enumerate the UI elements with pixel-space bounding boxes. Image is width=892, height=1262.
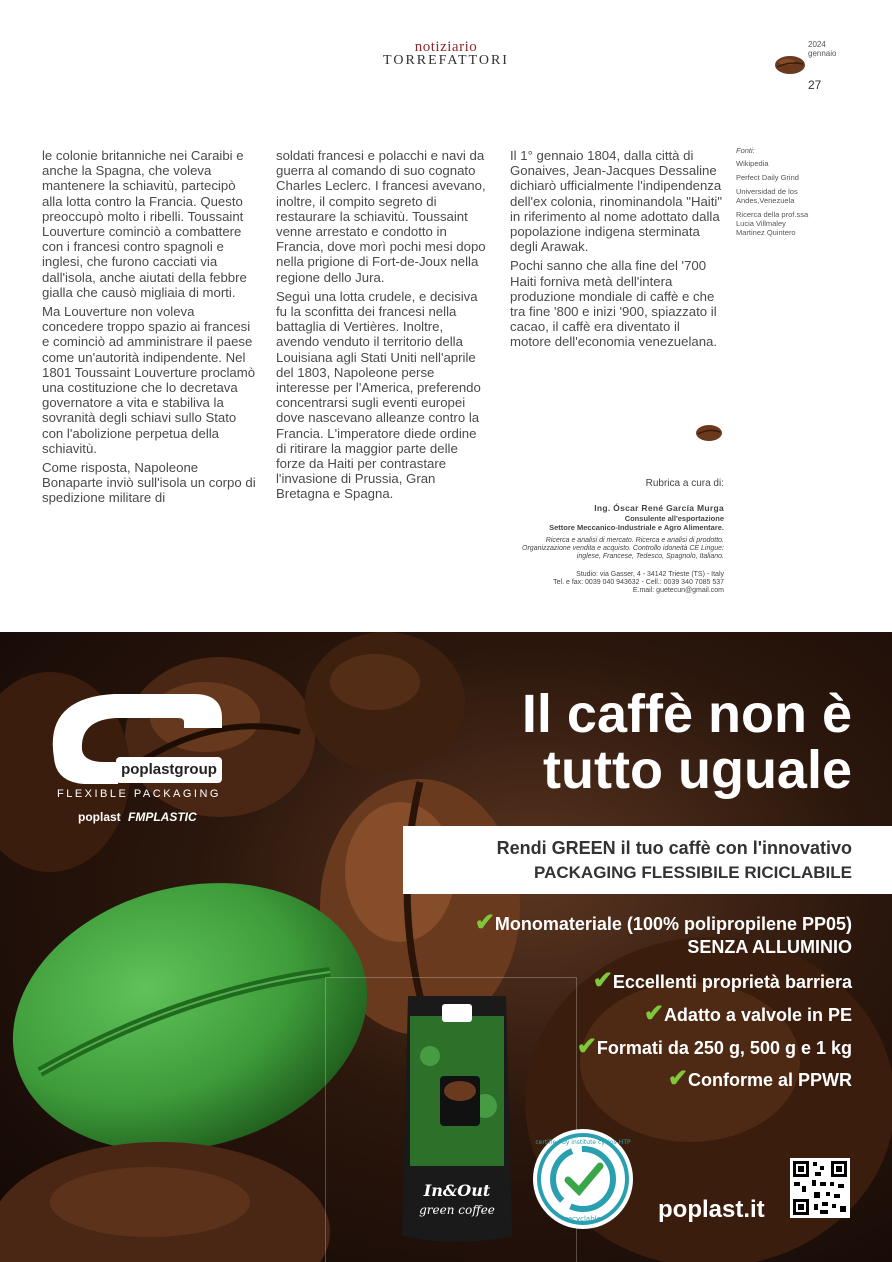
feature-text: Conforme al PPWR: [687, 1070, 852, 1090]
bag-subtitle: green coffee: [419, 1203, 495, 1217]
source-item: Wikipedia: [736, 159, 769, 168]
check-icon: ✔: [576, 1033, 597, 1060]
coffee-bean-icon: [694, 422, 724, 444]
check-icon: ✔: [667, 1065, 688, 1092]
coffee-bean-image: [300, 632, 470, 782]
masthead: [0, 40, 892, 68]
source-item: Universidad de los Andes,Venezuela: [736, 187, 798, 205]
sub-brand-fmplastic: FMPLASTIC: [128, 810, 197, 824]
author-address: [500, 571, 724, 595]
feature-item: [475, 908, 852, 937]
feature-text: SENZA ALLUMINIO: [687, 937, 852, 957]
issue-year: 2024: [808, 40, 826, 49]
address-line: Studio: via Gasser, 4 - 34142 Trieste (TS) - Italy: [576, 571, 724, 578]
author-sector: Settore Meccanico-Industriale e Agro Alimentare.: [549, 523, 724, 532]
sources-title: Fonti:: [736, 146, 755, 155]
green-coffee-bean-image: [0, 872, 370, 1162]
source-item: Perfect Daily Grind: [736, 173, 799, 182]
headline-line-2: tutto uguale: [543, 740, 852, 800]
feature-text: Adatto a valvole in PE: [663, 1005, 852, 1025]
author-services: Ricerca e analisi di mercato. Ricerca e analisi di prodotto. Organizzazione vendita e acquisto. Controllo idoneità CE Lingue: inglese, Francese, Tedesco, Spagnolo, Italiano.: [522, 537, 724, 560]
paragraph: Come risposta, Napoleone Bonaparte inviò sull'isola un corpo di spedizione militare di: [42, 460, 256, 506]
check-icon: ✔: [474, 909, 495, 936]
qr-code-icon[interactable]: [790, 1158, 850, 1218]
source-item: Ricerca della prof.ssa Lucia Villmaley Martinez Quintero: [736, 210, 809, 237]
feature-text: Monomateriale (100% polipropilene PP05): [494, 914, 852, 934]
phone-line: Tel. e fax: 0039 040 943632 - Cell.: 0039 340 7085 537: [553, 579, 724, 586]
website-link[interactable]: poplast.it: [658, 1196, 765, 1223]
issue-date: [808, 40, 836, 58]
check-icon: ✔: [643, 1000, 664, 1027]
paragraph: Pochi sanno che alla fine del '700 Haiti forniva metà dell'intera produzione mondiale di caffè e che tra fine '800 e inizi '900, spiazzato il cacao, il caffè era diventato il motore dell'economia venezuelana.: [510, 258, 718, 350]
logo-wordmark: poplastgroup: [116, 757, 222, 783]
paragraph: Il 1° gennaio 1804, dalla città di Gonaives, Jean-Jacques Dessaline dichiarò ufficialmente l'indipendenza dell'ex colonia, rinominandola "Haiti" in riferimento al nome adottato dalla popolazione indigena sterminata degli Arawak.: [510, 148, 723, 255]
feature-text: Formati da 250 g, 500 g e 1 kg: [596, 1038, 852, 1058]
author-role: Consulente all'esportazione: [624, 514, 724, 523]
sources: [736, 146, 816, 242]
article-column-3: [510, 148, 724, 354]
badge-top-text: certified by institute cyclos-HTP: [535, 1139, 631, 1146]
sub-brand-poplast: poplast: [78, 810, 121, 824]
column-credits: [500, 478, 724, 595]
masthead-top: notiziario: [414, 39, 478, 55]
masthead-title: TORREFATTORI: [383, 53, 509, 68]
paragraph: soldati francesi e polacchi e navi da guerra al comando di suo cognato Charles Leclerc. I francesi avevano, inoltre, il compito segreto di restaurare la schiavitù. Toussaint venne arrestato e condotto in Francia, dove morì pochi mesi dopo nella prigione di Fort-de-Joux nella regione dello Jura.: [276, 148, 486, 285]
email-line: E.mail: guetecun@gmail.com: [632, 587, 724, 594]
article-column-1: [42, 148, 256, 510]
feature-item: [668, 1064, 852, 1093]
coffee-bean-icon: [774, 54, 806, 76]
coffee-bean-image: [0, 1132, 330, 1262]
paragraph: le colonie britanniche nei Caraibi e anche la Spagna, che voleva mantenere la schiavitù, partecipò alla lotta contro la Francia. Questo preoccupò molto i ribelli. Toussaint Louverture cominciò a combattere con i francesi contro spagnoli e inglesi, che furono cacciati via dall'isola, anche aiutati della febbre gialla che causò migliaia di morti.: [42, 148, 247, 300]
article-column-2: [276, 148, 490, 506]
banner-line-2: PACKAGING FLESSIBILE RICICLABILE: [534, 863, 852, 882]
paragraph: Ma Louverture non voleva concedere troppo spazio ai francesi e cominciò ad amministrare il paese come un'autorità indipendente. Nel 1801 Toussaint Louverture proclamò una costituzione che lo decretava governatore a vita e stabiliva la sovranità degli schiavi sullo Stato con l'abolizione perpetua della schiavitù.: [42, 304, 256, 456]
check-icon: ✔: [592, 967, 613, 994]
badge-bottom-text: recyclable: [565, 1215, 601, 1223]
feature-item: [577, 1032, 852, 1061]
headline-line-1: Il caffè non è: [521, 684, 852, 744]
page-number: 27: [808, 78, 822, 92]
feature-item: [687, 937, 852, 958]
feature-item: [644, 999, 852, 1028]
feature-item: [593, 966, 852, 995]
paragraph: Seguì una lotta crudele, e decisiva fu la sconfitta dei francesi nella battaglia di Vertières. Inoltre, avendo venduto il territorio della Louisiana agli Stati Uniti nell'aprile del 1803, Napoleone perse interesse per l'America, preferendo concentrarsi sugli eventi europei dove nascevano alleanze contro la Francia. L'imperatore diede ordine di ritirare la maggior parte delle forze da Haiti per contrastare l'invasione di Prussia, Gran Bretagna e Spagna.: [276, 288, 481, 502]
ad-headline: [522, 686, 852, 798]
banner-line-1: Rendi GREEN il tuo caffè con l'innovativo: [496, 838, 852, 858]
logo-tagline: FLEXIBLE PACKAGING: [56, 788, 221, 800]
recyclable-badge-icon: [532, 1128, 634, 1230]
coffee-bag-image: [400, 996, 514, 1246]
ad-banner: [403, 826, 892, 894]
author-name: Ing. Óscar René García Murga: [594, 503, 724, 513]
issue-month: gennaio: [808, 49, 837, 58]
feature-text: Eccellenti proprietà barriera: [612, 972, 852, 992]
credits-label: Rubrica a cura di:: [645, 478, 724, 489]
bag-title: In&Out: [423, 1181, 491, 1200]
